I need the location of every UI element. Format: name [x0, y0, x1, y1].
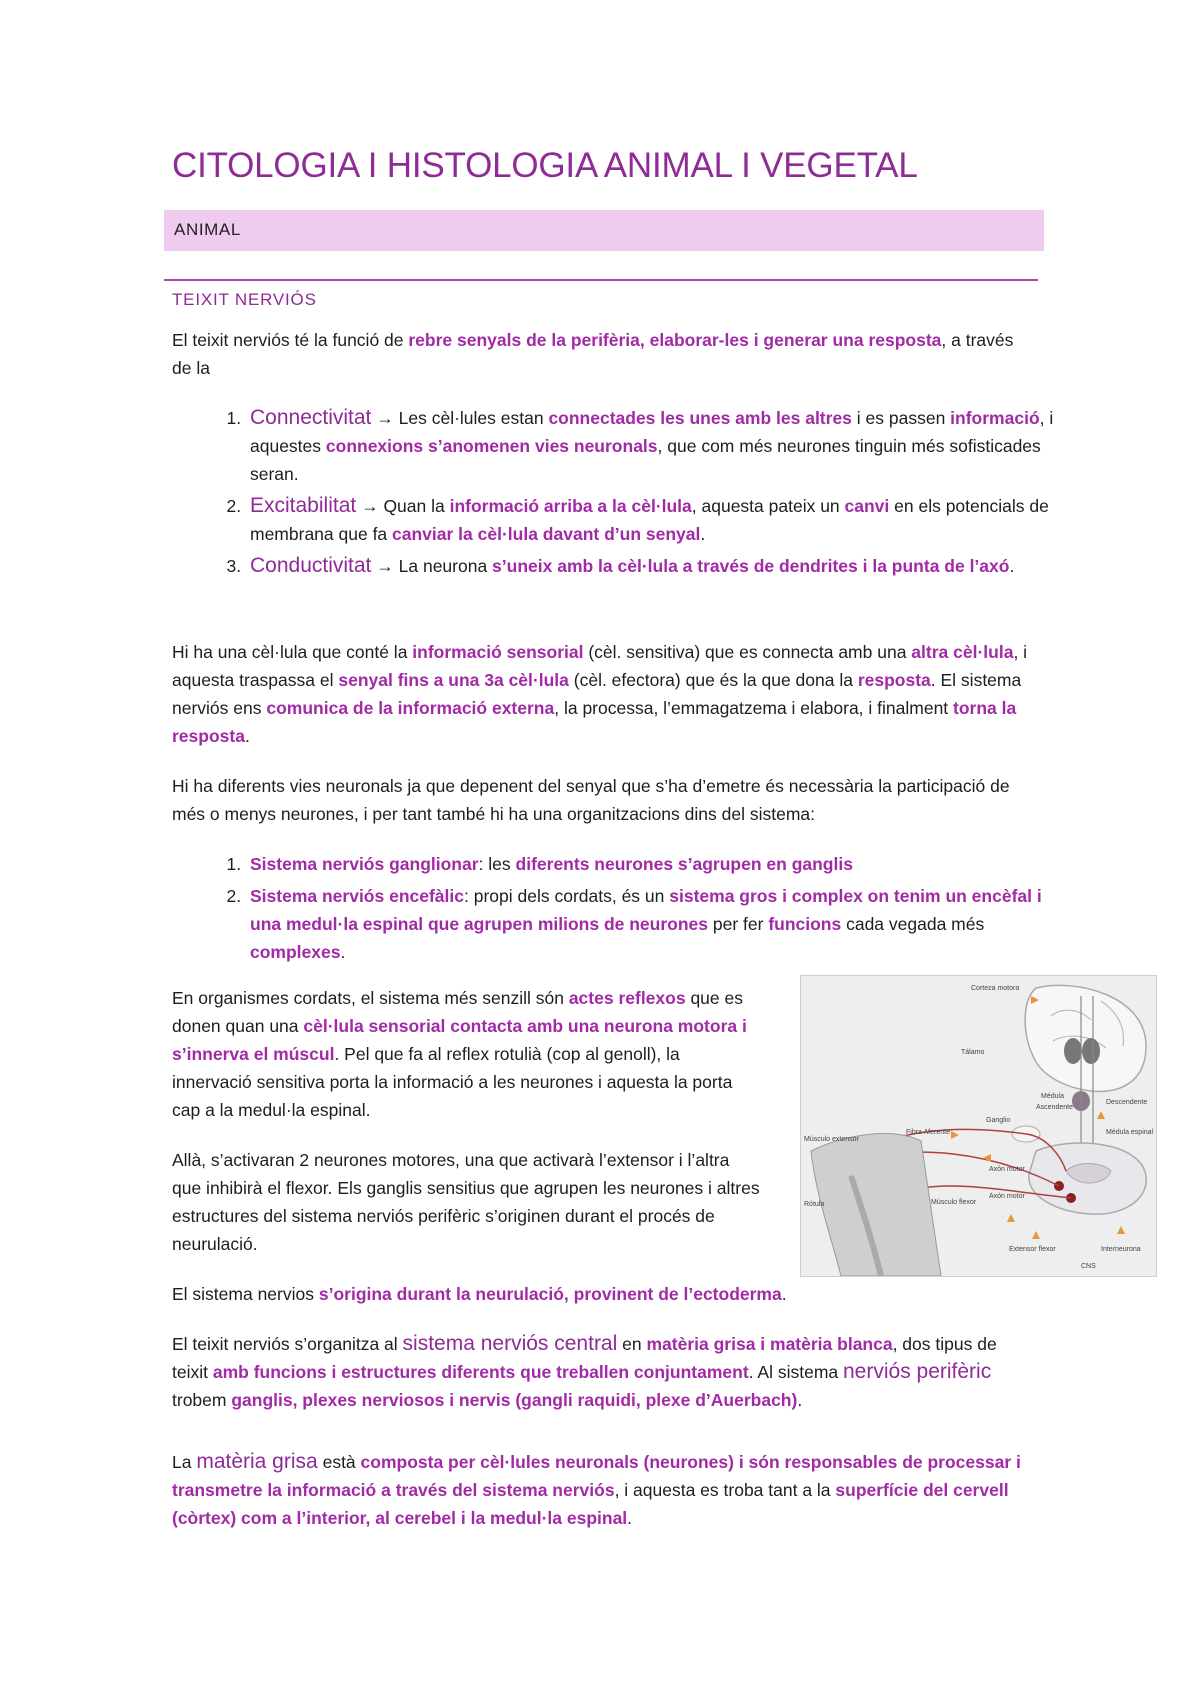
- text: → Les cèl·lules estan: [371, 408, 549, 428]
- label-axon-motor-2: Axón motor: [989, 1193, 1025, 1200]
- highlight: diferents neurones s’agrupen en ganglis: [515, 854, 853, 874]
- text: .: [1009, 556, 1015, 576]
- text: .: [340, 942, 346, 962]
- text: en: [617, 1334, 647, 1354]
- term-snp: nerviós perifèric: [843, 1360, 992, 1383]
- list-item-ganglionar: [246, 850, 1076, 878]
- text: . El sistema nerviós ens: [172, 670, 1022, 718]
- text: per fer: [708, 914, 769, 934]
- list-item-connectivitat: [246, 404, 1076, 488]
- text: El sistema nervios: [172, 1284, 319, 1304]
- term-connectivitat: Connectivitat: [250, 406, 372, 429]
- text: Hi ha una cèl·lula que conté la: [172, 642, 413, 662]
- text: , que com més neurones tinguin més sofisticades seran.: [250, 436, 1041, 484]
- text: .: [244, 726, 250, 746]
- systems-list: [206, 850, 1076, 970]
- subsection-heading: TEIXIT NERVIÓS: [172, 290, 317, 309]
- highlight: rebre senyals de la perifèria, elaborar-les i generar una resposta: [408, 330, 942, 350]
- grey-matter-paragraph: [172, 1448, 1032, 1532]
- highlight: ganglis, plexes nerviosos i nervis (gangli raquidi, plexe d’Auerbach): [231, 1390, 798, 1410]
- list-item-conductivitat: [246, 552, 1076, 580]
- text: , i aquestes: [250, 408, 1054, 456]
- label-fibra: Fibra Aferente: [906, 1129, 950, 1136]
- highlight: informació arriba a la cèl·lula: [449, 496, 692, 516]
- highlight: amb funcions i estructures diferents que treballen conjuntament: [212, 1362, 749, 1382]
- highlight: altra cèl·lula: [911, 642, 1014, 662]
- highlight: connexions s’anomenen vies neuronals: [325, 436, 658, 456]
- label-ganglio: Ganglio: [986, 1117, 1011, 1124]
- label-descendente: Descendente: [1106, 1099, 1148, 1106]
- thalamus-right: [1082, 1038, 1100, 1064]
- cell-paragraph: [172, 638, 1032, 750]
- reflex-arc-illustration: [801, 976, 1156, 1276]
- label-medula-esp: Médula espinal: [1106, 1129, 1154, 1136]
- highlight: resposta: [857, 670, 931, 690]
- text: i es passen: [851, 408, 951, 428]
- label-musculo-ext: Músculo extensor: [804, 1136, 859, 1143]
- text: cada vegada més: [841, 914, 985, 934]
- reflex-paragraph: [172, 984, 762, 1124]
- text: , la processa, l’emmagatzema i elabora, i finalment: [554, 698, 954, 718]
- text: .: [700, 524, 706, 544]
- label-medula: Médula: [1041, 1093, 1064, 1100]
- highlight: Sistema nerviós ganglionar: [250, 854, 479, 874]
- text: .: [797, 1390, 803, 1410]
- highlight: informació: [950, 408, 1040, 428]
- text: en els potencials de membrana que fa: [250, 496, 1049, 544]
- text: El teixit nerviós s’organitza al: [172, 1334, 403, 1354]
- label-rotula: Rótula: [804, 1201, 825, 1208]
- highlight: sistema gros i complex on tenim un encèfal i una medul·la espinal que agrupen milions de neurones: [250, 886, 1042, 934]
- highlight: s’uneix amb la cèl·lula a través de dendrites i la punta de l’axó: [492, 556, 1010, 576]
- text: La: [172, 1452, 197, 1472]
- reflex-arc-figure: [800, 975, 1157, 1277]
- highlight: composta per cèl·lules neuronals (neurones) i són responsables de processar i transmetre la informació a través del sistema nerviós: [172, 1452, 1021, 1500]
- label-musculo-flex: Músculo flexor: [931, 1199, 977, 1206]
- label-interneurona: Interneurona: [1101, 1246, 1141, 1253]
- list-item-excitabilitat: [246, 492, 1076, 548]
- label-ext-flex: Extensor flexor: [1009, 1246, 1056, 1253]
- highlight: cèl·lula sensorial contacta amb una neurona motora i s’innerva el múscul: [172, 1016, 747, 1064]
- highlight: matèria grisa i matèria blanca: [646, 1334, 893, 1354]
- text: → La neurona: [371, 556, 493, 576]
- brain-shape: [1025, 985, 1146, 1091]
- section-band: [164, 210, 1044, 251]
- text: , dos tipus de teixit: [172, 1334, 997, 1382]
- highlight: senyal fins a una 3a cèl·lula: [338, 670, 569, 690]
- motor-neurons-paragraph: Allà, s’activaran 2 neurones motores, una que activarà l’extensor i l’altra que inhibirà el flexor. Els ganglis sensitius que agrupen les neurones i altres estructures del sistema nerviós perifèric s’originen durant el procés de neurulació.: [172, 1150, 760, 1254]
- label-axon-motor: Axón motor: [989, 1166, 1025, 1173]
- highlight: s’origina durant la neurulació, provinent de l’ectoderma: [318, 1284, 782, 1304]
- highlight: Sistema nerviós encefàlic: [250, 886, 464, 906]
- text: . Pel que fa al reflex rotulià (cop al genoll), la innervació sensitiva porta la informació a les neurones i aquesta la porta cap a la medul·la espinal.: [172, 1044, 733, 1120]
- label-ascendente: Ascendente: [1036, 1104, 1073, 1111]
- highlight: canvi: [844, 496, 890, 516]
- label-talamo: Tálamo: [961, 1049, 985, 1056]
- properties-list: [206, 404, 1076, 584]
- text: El teixit nerviós té la funció de: [172, 330, 409, 350]
- section-divider: [164, 279, 1038, 281]
- highlight: connectades les unes amb les altres: [548, 408, 852, 428]
- organization-paragraph: [172, 1330, 1032, 1414]
- highlight: superfície del cervell (còrtex) com a l’interior, al cerebel i la medul·la espinal: [172, 1480, 1009, 1528]
- section-heading: ANIMAL: [174, 220, 241, 239]
- text: (cèl. sensitiva) que es connecta amb una: [583, 642, 912, 662]
- text: està: [317, 1452, 361, 1472]
- text: .: [627, 1508, 633, 1528]
- text: que es donen quan una: [172, 988, 743, 1036]
- list-item-encefalic: [246, 882, 1076, 966]
- text: , i aquesta es troba tant a la: [614, 1480, 836, 1500]
- intro-paragraph: [172, 326, 1032, 382]
- text: : les: [478, 854, 516, 874]
- label-cns: CNS: [1081, 1263, 1096, 1270]
- term-conductivitat: Conductivitat: [250, 554, 372, 577]
- label-corteza: Corteza motora: [971, 985, 1020, 992]
- text: , aquesta pateix un: [691, 496, 845, 516]
- highlight: funcions: [768, 914, 842, 934]
- highlight: informació sensorial: [412, 642, 584, 662]
- highlight: torna la resposta: [172, 698, 1017, 746]
- thalamus-left: [1064, 1038, 1082, 1064]
- term-materia-grisa: matèria grisa: [196, 1450, 318, 1473]
- text: , i aquesta traspassa el: [172, 642, 1028, 690]
- text: .: [781, 1284, 787, 1304]
- highlight: complexes: [250, 942, 341, 962]
- term-snc: sistema nerviós central: [402, 1332, 618, 1355]
- pathways-paragraph: Hi ha diferents vies neuronals ja que depenent del senyal que s’ha d’emetre és necessària la participació de més o menys neurones, i per tant també hi ha una organitzacions dins del sistema:: [172, 776, 1010, 824]
- text: En organismes cordats, el sistema més senzill són: [172, 988, 569, 1008]
- origin-paragraph: [172, 1280, 1032, 1308]
- text: → Quan la: [356, 496, 450, 516]
- text: trobem: [172, 1390, 232, 1410]
- text: , a través de la: [172, 330, 1014, 378]
- document-title: CITOLOGIA I HISTOLOGIA ANIMAL I VEGETAL: [172, 146, 918, 185]
- highlight: canviar la cèl·lula davant d’un senyal: [392, 524, 701, 544]
- text: . Al sistema: [748, 1362, 843, 1382]
- term-excitabilitat: Excitabilitat: [250, 494, 357, 517]
- text: (cèl. efectora) que és la que dona la: [568, 670, 858, 690]
- highlight: comunica de la informació externa: [266, 698, 555, 718]
- text: : propi dels cordats, és un: [464, 886, 670, 906]
- highlight: actes reflexos: [568, 988, 686, 1008]
